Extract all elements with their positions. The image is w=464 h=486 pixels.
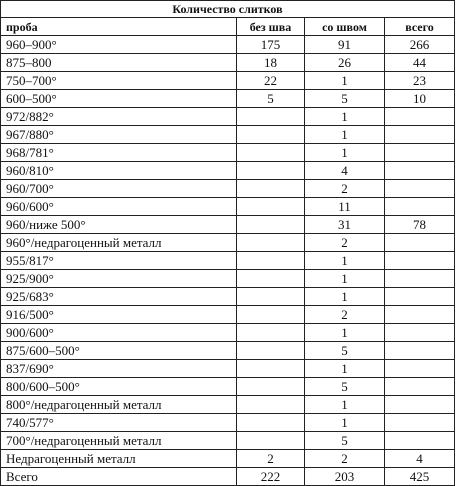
cell-without-seam xyxy=(237,180,305,198)
table-row xyxy=(1,90,455,108)
table-header-row xyxy=(1,18,455,36)
cell-with-seam: 2 xyxy=(305,306,385,324)
cell-without-seam xyxy=(237,216,305,234)
cell-assay: 960/810° xyxy=(1,162,237,180)
table-row xyxy=(1,360,455,378)
cell-total xyxy=(385,396,455,414)
cell-with-seam: 2 xyxy=(305,450,385,468)
cell-without-seam: 2 xyxy=(237,450,305,468)
cell-total xyxy=(385,180,455,198)
table-title: Количество слитков xyxy=(1,1,455,18)
cell-assay: 750–700° xyxy=(1,72,237,90)
table-row xyxy=(1,432,455,450)
table-row xyxy=(1,468,455,486)
cell-assay: 968/781° xyxy=(1,144,237,162)
table-row xyxy=(1,252,455,270)
cell-total xyxy=(385,270,455,288)
table-row xyxy=(1,126,455,144)
cell-without-seam xyxy=(237,414,305,432)
cell-without-seam xyxy=(237,432,305,450)
cell-assay: 740/577° xyxy=(1,414,237,432)
cell-total xyxy=(385,414,455,432)
table-row xyxy=(1,198,455,216)
cell-without-seam xyxy=(237,144,305,162)
cell-assay: 875/600–500° xyxy=(1,342,237,360)
cell-without-seam xyxy=(237,252,305,270)
table-row xyxy=(1,72,455,90)
cell-with-seam: 1 xyxy=(305,72,385,90)
cell-with-seam: 1 xyxy=(305,270,385,288)
cell-with-seam: 5 xyxy=(305,378,385,396)
cell-with-seam: 5 xyxy=(305,432,385,450)
table-title-row xyxy=(1,1,455,18)
cell-with-seam: 2 xyxy=(305,180,385,198)
table-row xyxy=(1,414,455,432)
cell-total: 4 xyxy=(385,450,455,468)
cell-total: 266 xyxy=(385,36,455,54)
cell-with-seam: 1 xyxy=(305,414,385,432)
cell-total xyxy=(385,108,455,126)
cell-without-seam xyxy=(237,108,305,126)
cell-total: 10 xyxy=(385,90,455,108)
cell-without-seam xyxy=(237,270,305,288)
cell-with-seam: 1 xyxy=(305,396,385,414)
cell-without-seam: 175 xyxy=(237,36,305,54)
cell-with-seam: 26 xyxy=(305,54,385,72)
cell-assay: 960/700° xyxy=(1,180,237,198)
cell-assay: 800/600–500° xyxy=(1,378,237,396)
table-row xyxy=(1,288,455,306)
table-row xyxy=(1,324,455,342)
table-row xyxy=(1,162,455,180)
cell-with-seam: 1 xyxy=(305,252,385,270)
cell-assay: 967/880° xyxy=(1,126,237,144)
table-row xyxy=(1,234,455,252)
cell-with-seam: 1 xyxy=(305,288,385,306)
table-row xyxy=(1,306,455,324)
table-row xyxy=(1,180,455,198)
cell-without-seam: 5 xyxy=(237,90,305,108)
cell-total xyxy=(385,288,455,306)
cell-total: 44 xyxy=(385,54,455,72)
cell-total xyxy=(385,234,455,252)
table-row xyxy=(1,342,455,360)
cell-without-seam xyxy=(237,324,305,342)
cell-assay: Недрагоценный металл xyxy=(1,450,237,468)
cell-with-seam: 2 xyxy=(305,234,385,252)
cell-assay: 960–900° xyxy=(1,36,237,54)
table-row xyxy=(1,54,455,72)
cell-with-seam: 4 xyxy=(305,162,385,180)
cell-total xyxy=(385,342,455,360)
cell-without-seam xyxy=(237,342,305,360)
header-with-seam: со швом xyxy=(305,18,385,36)
cell-with-seam: 203 xyxy=(305,468,385,486)
cell-assay: 875–800 xyxy=(1,54,237,72)
table-row xyxy=(1,270,455,288)
cell-without-seam: 22 xyxy=(237,72,305,90)
table-row xyxy=(1,108,455,126)
cell-total: 78 xyxy=(385,216,455,234)
cell-without-seam xyxy=(237,306,305,324)
cell-without-seam xyxy=(237,396,305,414)
cell-with-seam: 1 xyxy=(305,126,385,144)
cell-assay: 960°/недрагоценный металл xyxy=(1,234,237,252)
table-row xyxy=(1,450,455,468)
header-assay: проба xyxy=(1,18,237,36)
cell-with-seam: 11 xyxy=(305,198,385,216)
cell-without-seam: 222 xyxy=(237,468,305,486)
table-row xyxy=(1,216,455,234)
cell-without-seam xyxy=(237,198,305,216)
cell-total xyxy=(385,162,455,180)
header-without-seam: без шва xyxy=(237,18,305,36)
cell-assay: 960/600° xyxy=(1,198,237,216)
cell-with-seam: 1 xyxy=(305,144,385,162)
cell-without-seam xyxy=(237,126,305,144)
cell-total xyxy=(385,126,455,144)
table-row xyxy=(1,144,455,162)
cell-with-seam: 31 xyxy=(305,216,385,234)
cell-total xyxy=(385,252,455,270)
cell-assay: 900/600° xyxy=(1,324,237,342)
cell-assay: 600–500° xyxy=(1,90,237,108)
cell-without-seam xyxy=(237,234,305,252)
header-total: всего xyxy=(385,18,455,36)
cell-with-seam: 1 xyxy=(305,324,385,342)
cell-assay: 972/882° xyxy=(1,108,237,126)
cell-without-seam xyxy=(237,162,305,180)
cell-with-seam: 1 xyxy=(305,360,385,378)
cell-assay: 955/817° xyxy=(1,252,237,270)
cell-total xyxy=(385,360,455,378)
cell-total: 425 xyxy=(385,468,455,486)
table-row xyxy=(1,378,455,396)
table-row xyxy=(1,396,455,414)
cell-total: 23 xyxy=(385,72,455,90)
cell-assay: 837/690° xyxy=(1,360,237,378)
cell-total xyxy=(385,198,455,216)
cell-without-seam xyxy=(237,288,305,306)
cell-assay: Всего xyxy=(1,468,237,486)
cell-assay: 800°/недрагоценный металл xyxy=(1,396,237,414)
cell-without-seam xyxy=(237,378,305,396)
cell-assay: 700°/недрагоценный металл xyxy=(1,432,237,450)
cell-with-seam: 1 xyxy=(305,108,385,126)
cell-with-seam: 5 xyxy=(305,90,385,108)
cell-assay: 916/500° xyxy=(1,306,237,324)
cell-with-seam: 91 xyxy=(305,36,385,54)
cell-total xyxy=(385,144,455,162)
table-row xyxy=(1,36,455,54)
cell-assay: 960/ниже 500° xyxy=(1,216,237,234)
cell-total xyxy=(385,324,455,342)
cell-total xyxy=(385,432,455,450)
cell-with-seam: 5 xyxy=(305,342,385,360)
cell-without-seam: 18 xyxy=(237,54,305,72)
cell-without-seam xyxy=(237,360,305,378)
cell-assay: 925/683° xyxy=(1,288,237,306)
cell-total xyxy=(385,306,455,324)
cell-total xyxy=(385,378,455,396)
cell-assay: 925/900° xyxy=(1,270,237,288)
